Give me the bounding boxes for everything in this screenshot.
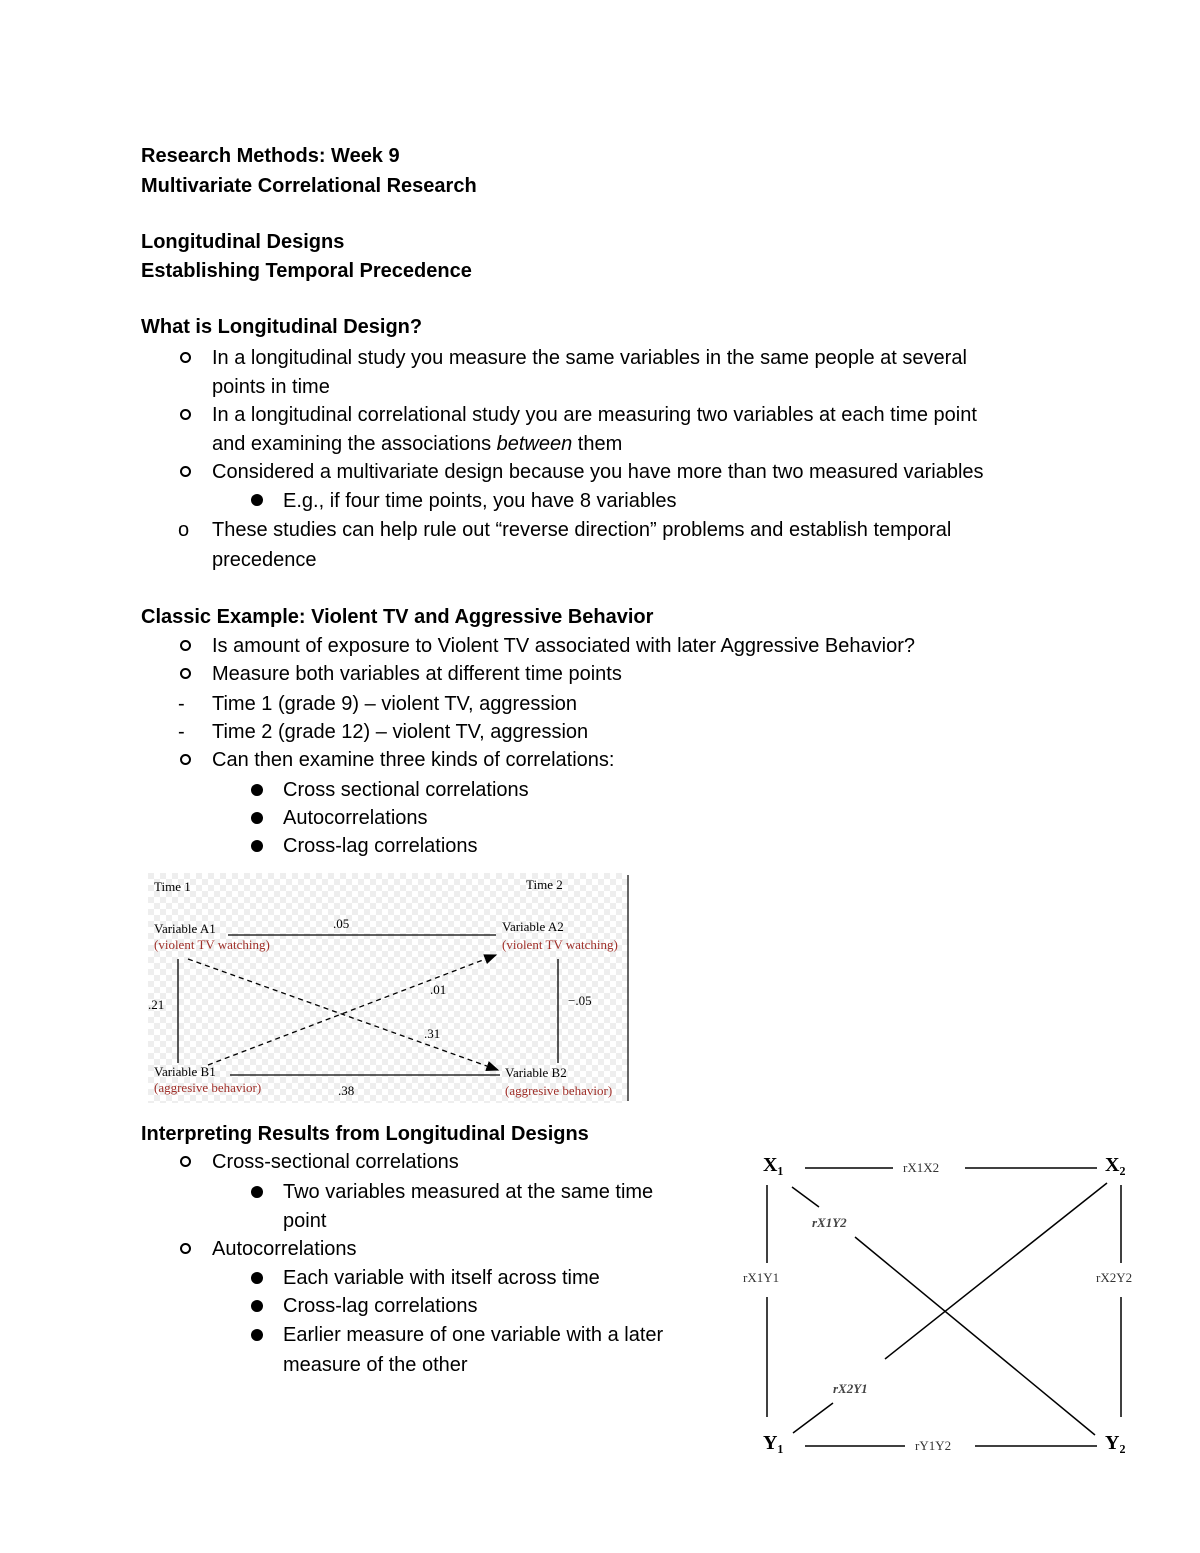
bullet-text: Can then examine three kinds of correlations: [212, 749, 615, 771]
dash-bullet-text: Time 1 (grade 9) – violent TV, aggression [212, 693, 578, 715]
filled-bullet-icon [251, 840, 263, 852]
r-a1-b2-value: .31 [424, 1026, 441, 1041]
bullet-text-cont: and examining the associations between them [212, 433, 623, 455]
bullet-text: Measure both variables at different time points [212, 663, 622, 685]
sub-bullet-text: Autocorrelations [283, 807, 428, 829]
filled-bullet-icon [251, 1329, 263, 1341]
sub-bullet-text: Cross-lag correlations [283, 1295, 478, 1317]
bullet-text: In a longitudinal study you measure the same variables in the same people at several [212, 347, 967, 369]
hollow-bullet-icon [180, 640, 191, 651]
y1-node-label: Y₁ [763, 1432, 784, 1454]
r-y1y2-label: rY1Y2 [915, 1438, 952, 1453]
r-a1-b1-value: .21 [148, 997, 165, 1012]
variable-b2-desc: (aggresive behavior) [505, 1083, 613, 1098]
filled-bullet-icon [251, 784, 263, 796]
r-x1x2-label: rX1X2 [903, 1160, 940, 1175]
r-b1-b2-value: .38 [338, 1083, 355, 1098]
r-x1y1-label: rX1Y1 [743, 1270, 780, 1285]
bullet-text-cont: precedence [212, 549, 317, 571]
filled-bullet-icon [251, 1186, 263, 1198]
topic-line-1: Longitudinal Designs [141, 231, 345, 253]
section-heading-interpreting-results: Interpreting Results from Longitudinal Designs [141, 1123, 589, 1145]
hollow-bullet-icon [180, 466, 191, 477]
sub-bullet-text: Two variables measured at the same time [283, 1181, 654, 1203]
sub-bullet-text: Earlier measure of one variable with a later [283, 1324, 664, 1346]
variable-a1-desc: (violent TV watching) [154, 937, 270, 952]
r-a1-a2-value: .05 [333, 916, 350, 931]
r-x2y1-label: rX2Y1 [833, 1381, 868, 1396]
bullet-text-cont: points in time [212, 376, 330, 398]
filled-bullet-icon [251, 1272, 263, 1284]
y2-node-label: Y₂ [1105, 1432, 1126, 1454]
variable-a2-label: Variable A2 [502, 919, 564, 934]
filled-bullet-icon [251, 1300, 263, 1312]
filled-bullet-icon [251, 812, 263, 824]
hollow-bullet-icon [180, 1156, 191, 1167]
r-a2-b2-value: −.05 [568, 993, 592, 1008]
dash-bullet-marker: - [178, 693, 185, 715]
hollow-bullet-icon [180, 352, 191, 363]
r-b1-a2-value: .01 [430, 982, 447, 997]
sub-bullet-text: Cross sectional correlations [283, 779, 529, 801]
x1-node-label: X₁ [763, 1154, 784, 1176]
edge-x1-y2 [855, 1237, 1095, 1435]
section-heading-longitudinal-design: What is Longitudinal Design? [141, 316, 423, 338]
cross-lag-panel-diagram [148, 873, 632, 1103]
variable-a1-label: Variable A1 [154, 921, 216, 936]
edge-x1-y2-start [792, 1187, 819, 1207]
hollow-bullet-icon [180, 668, 191, 679]
document-title: Research Methods: Week 9 [141, 145, 400, 167]
bullet-text: In a longitudinal correlational study you are measuring two variables at each time point [212, 404, 977, 426]
variable-b1-desc: (aggresive behavior) [154, 1080, 262, 1095]
variable-b1-label: Variable B1 [154, 1064, 216, 1079]
hollow-bullet-icon [180, 754, 191, 765]
filled-bullet-icon [251, 494, 263, 506]
sub-bullet-text-cont: point [283, 1210, 327, 1232]
section-heading-classic-example: Classic Example: Violent TV and Aggressive Behavior [141, 606, 654, 628]
edge-y1-x2-start [793, 1403, 833, 1433]
sub-bullet-text: Cross-lag correlations [283, 835, 478, 857]
bullet-text: Autocorrelations [212, 1238, 357, 1260]
bullet-text: Considered a multivariate design because you have more than two measured variables [212, 461, 984, 483]
sub-bullet-text: E.g., if four time points, you have 8 variables [283, 490, 677, 512]
variable-b2-label: Variable B2 [505, 1065, 567, 1080]
cross-lag-correlation-square-diagram [735, 1145, 1150, 1465]
x2-node-label: X₂ [1105, 1154, 1126, 1176]
document-subtitle: Multivariate Correlational Research [141, 175, 477, 197]
sub-bullet-text-cont: measure of the other [283, 1354, 468, 1376]
time1-label: Time 1 [154, 879, 191, 894]
r-x2y2-label: rX2Y2 [1096, 1270, 1133, 1285]
r-x1y2-label: rX1Y2 [812, 1215, 847, 1230]
sub-bullet-text: Each variable with itself across time [283, 1267, 600, 1289]
dash-bullet-text: Time 2 (grade 12) – violent TV, aggression [212, 721, 589, 743]
edge-y1-x2 [885, 1183, 1107, 1359]
dash-bullet-marker: - [178, 721, 185, 743]
emphasis-text: between [496, 433, 573, 455]
time2-label: Time 2 [526, 877, 563, 892]
bullet-text: These studies can help rule out “reverse direction” problems and establish temporal [212, 519, 952, 541]
small-o-bullet-marker: o [178, 519, 190, 541]
bullet-text: Cross-sectional correlations [212, 1151, 459, 1173]
bullet-text: Is amount of exposure to Violent TV associated with later Aggressive Behavior? [212, 635, 915, 657]
hollow-bullet-icon [180, 1243, 191, 1254]
hollow-bullet-icon [180, 409, 191, 420]
variable-a2-desc: (violent TV watching) [502, 937, 618, 952]
topic-line-2: Establishing Temporal Precedence [141, 260, 472, 282]
